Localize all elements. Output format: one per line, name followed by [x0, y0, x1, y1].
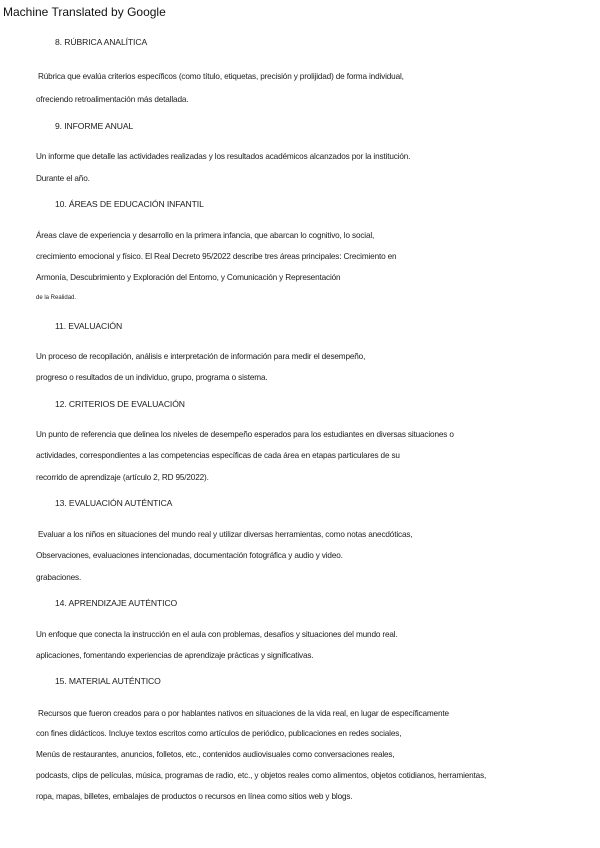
section-text-line: aplicaciones, fomentando experiencias de aprendizaje prácticas y significativas.	[36, 651, 314, 660]
section-heading: 15. MATERIAL AUTÉNTICO	[55, 676, 161, 686]
section-text-line: Menús de restaurantes, anuncios, folletos, etc., contenidos audiovisuales como conversaciones reales,	[36, 750, 395, 759]
section-heading: 13. EVALUACIÓN AUTÉNTICA	[55, 498, 173, 508]
section-text-line: Observaciones, evaluaciones intencionadas, documentación fotográfica y audio y video.	[36, 551, 343, 560]
section-text-line: progreso o resultados de un individuo, grupo, programa o sistema.	[36, 373, 268, 382]
section-text-line: grabaciones.	[36, 573, 82, 582]
section-text-line: con fines didácticos. Incluye textos escritos como artículos de periódico, publicaciones en redes sociales,	[36, 729, 402, 738]
translation-banner: Machine Translated by Google	[3, 5, 166, 19]
section-text-line: crecimiento emocional y físico. El Real Decreto 95/2022 describe tres áreas principales: Crecimiento en	[36, 252, 397, 261]
section-heading: 14. APRENDIZAJE AUTÉNTICO	[55, 598, 178, 608]
section-text-line: Áreas clave de experiencia y desarrollo en la primera infancia, que abarcan lo cognitivo, lo social,	[36, 231, 375, 240]
section-heading: 8. RÚBRICA ANALÍTICA	[55, 37, 148, 47]
section-heading: 11. EVALUACIÓN	[55, 321, 123, 331]
section-text-line: recorrido de aprendizaje (artículo 2, RD 95/2022).	[36, 473, 209, 482]
section-text-line: Un enfoque que conecta la instrucción en el aula con problemas, desafíos y situaciones del mundo real.	[36, 630, 398, 639]
section-text-line: de la Realidad.	[36, 295, 77, 301]
section-text-line: Un informe que detalle las actividades realizadas y los resultados académicos alcanzados por la institución.	[36, 152, 411, 161]
section-text-line: Durante el año.	[36, 174, 90, 183]
section-text-line: Recursos que fueron creados para o por hablantes nativos en situaciones de la vida real, en lugar de específicamente	[38, 709, 449, 718]
section-heading: 12. CRITERIOS DE EVALUACIÓN	[55, 399, 185, 409]
section-text-line: Rúbrica que evalúa criterios específicos (como título, etiquetas, precisión y prolijidad) de forma individual,	[38, 72, 404, 81]
section-text-line: Un proceso de recopilación, análisis e interpretación de información para medir el desempeño,	[36, 352, 366, 361]
section-heading: 9. INFORME ANUAL	[55, 121, 134, 131]
section-text-line: ofreciendo retroalimentación más detallada.	[36, 95, 189, 104]
section-text-line: Armonía, Descubrimiento y Exploración del Entorno, y Comunicación y Representación	[36, 273, 341, 282]
section-heading: 10. ÁREAS DE EDUCACIÓN INFANTIL	[55, 199, 204, 209]
section-text-line: Evaluar a los niños en situaciones del mundo real y utilizar diversas herramientas, como notas anecdóticas,	[38, 530, 413, 539]
section-text-line: podcasts, clips de películas, música, programas de radio, etc., y objetos reales como alimentos, objetos cotidianos, herramientas,	[36, 771, 487, 780]
section-text-line: actividades, correspondientes a las competencias específicas de cada área en etapas particulares de su	[36, 451, 400, 460]
section-text-line: ropa, mapas, billetes, embalajes de productos o recursos en línea como sitios web y blogs.	[36, 792, 353, 801]
section-text-line: Un punto de referencia que delinea los niveles de desempeño esperados para los estudiantes en diversas situaciones o	[36, 430, 454, 439]
